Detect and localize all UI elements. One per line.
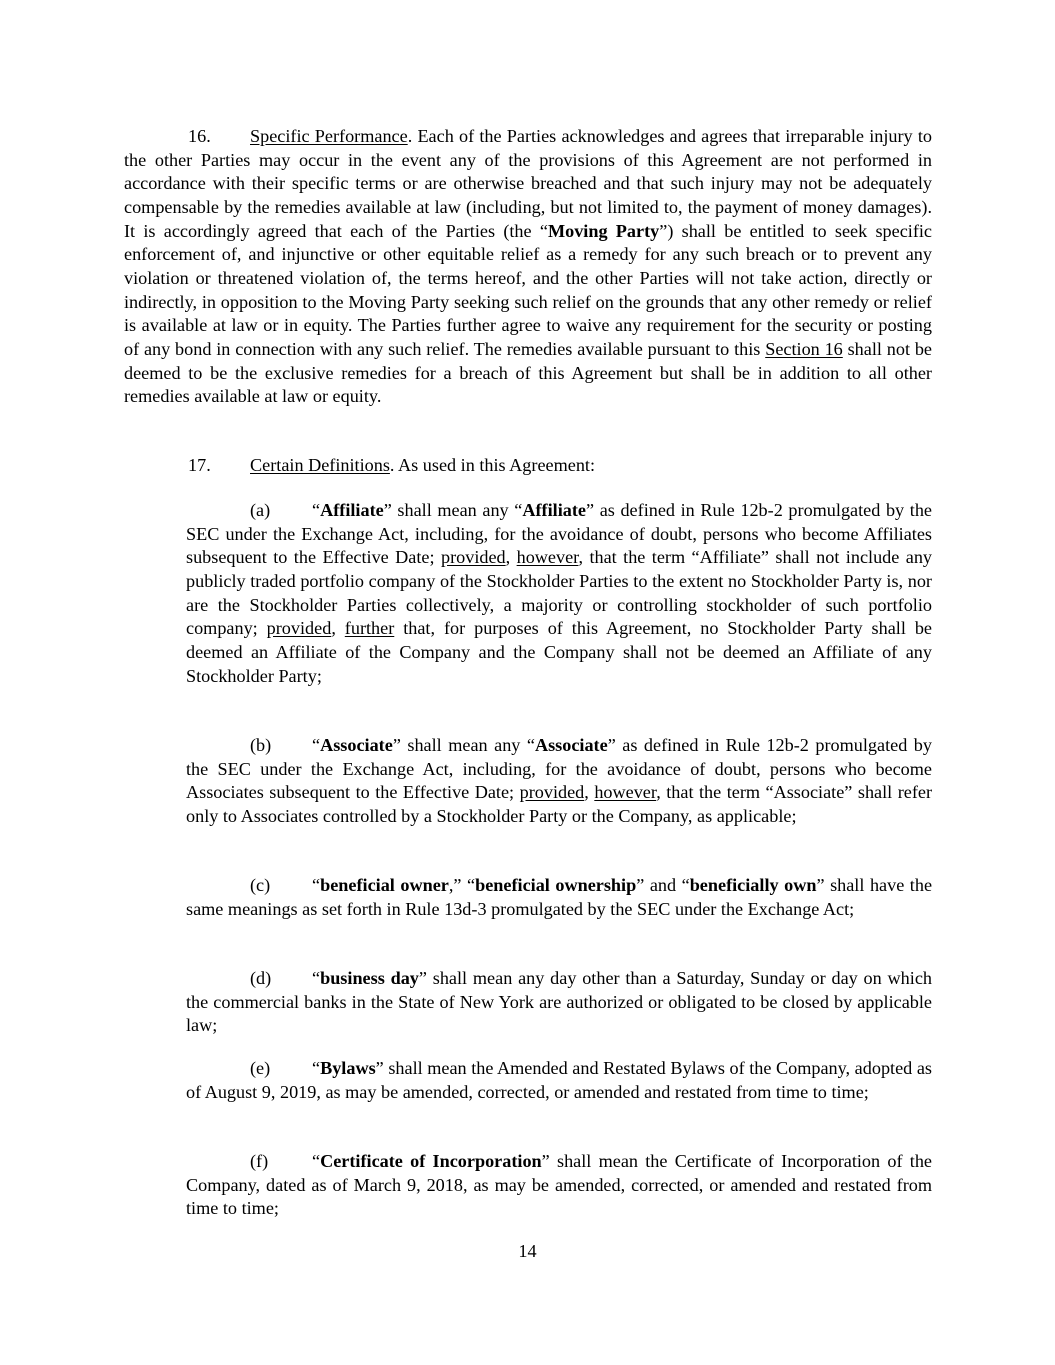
section-17-paragraph: 17. Certain Definitions. As used in this Agreement:: [124, 454, 932, 478]
page-number: 14: [518, 1241, 537, 1261]
definition-label-a: (a): [250, 500, 271, 520]
defined-term-business-day: business day: [320, 968, 419, 988]
definition-label-b: (b): [250, 735, 272, 755]
defined-term-beneficial-ownership: beneficial ownership: [475, 875, 637, 895]
section-17-number: 17.: [188, 455, 211, 475]
section-16-number: 16.: [188, 126, 211, 146]
definition-affiliate: (a) “Affiliate” shall mean any “Affiliate” as defined in Rule 12b-2 promulgated by the SEC under the Exchange Act, including, for the avoidance of doubt, persons who become Affiliates subsequent to the Effective Date; provided, however, that the term “Affiliate” shall not include any publicly traded portfolio company of the Stockholder Parties to the extent no Stockholder Party is, nor are the Stockholder Parties collectively, a majority or controlling stockholder of such portfolio company; provided, further that, for purposes of this Agreement, no Stockholder Party shall be deemed an Affiliate of the Company and the Company shall not be deemed an Affiliate of any Stockholder Party;: [186, 500, 933, 686]
section-16-heading: Specific Performance: [250, 126, 408, 146]
definition-label-d: (d): [250, 968, 272, 988]
definition-certificate-of-incorporation: (f) “Certificate of Incorporation” shall mean the Certificate of Incorporation of the Company, dated as of March 9, 2018, as may be amended, corrected, or amended and restated from time to time;: [186, 1151, 932, 1219]
definition-label-f: (f): [250, 1151, 269, 1171]
section-17-heading: Certain Definitions: [250, 455, 390, 475]
defined-term-beneficial-owner: beneficial owner: [320, 875, 449, 895]
defined-term-associate: Associate: [320, 735, 393, 755]
defined-term-moving-party: Moving Party: [547, 220, 660, 241]
defined-term-beneficially-own: beneficially own: [689, 875, 817, 895]
section-16-cross-reference: Section 16: [765, 338, 843, 359]
defined-term-certificate-of-incorporation: Certificate of Incorporation: [320, 1151, 542, 1171]
definition-label-e: (e): [250, 1058, 271, 1078]
definition-associate: (b) “Associate” shall mean any “Associate” as defined in Rule 12b-2 promulgated by the SEC under the Exchange Act, including, for the avoidance of doubt, persons who become Associates subsequent to the Effective Date; provided, however, that the term “Associate” shall refer only to Associates controlled by a Stockholder Party or the Company, as applicable;: [186, 735, 933, 826]
definition-bylaws: (e) “Bylaws” shall mean the Amended and Restated Bylaws of the Company, adopted as of August 9, 2019, as may be amended, corrected, or amended and restated from time to time;: [186, 1058, 932, 1102]
definition-label-c: (c): [250, 875, 271, 895]
section-16-paragraph: 16. Specific Performance. Each of the Parties acknowledges and agrees that irreparable injury to the other Parties may occur in the event any of the provisions of this Agreement are not performed in accordance with their specific terms or are otherwise breached and that such injury may not be adequately compensable by the remedies available at law (including, but not limited to, the payment of money damages). It is accordingly agreed that each of the Parties (the “Moving Party”) shall be entitled to seek specific enforcement of, and injunctive or other equitable relief as a remedy for any such breach or to prevent any violation or threatened violation of, the terms hereof, and the other Parties will not take action, directly or indirectly, in opposition to the Moving Party seeking such relief on the grounds that any other remedy or relief is available at law or in equity. The Parties further agree to waive any requirement for the security or posting of any bond in connection with any such relief. The remedies available pursuant to this Section 16 shall not be deemed to be the exclusive remedies for a breach of this Agreement but shall be in addition to all other remedies available at law or equity.: [124, 126, 933, 407]
defined-term-affiliate: Affiliate: [320, 500, 384, 520]
defined-term-bylaws: Bylaws: [320, 1058, 376, 1078]
definition-beneficial-owner: (c) “beneficial owner,” “beneficial ownership” and “beneficially own” shall have the same meanings as set forth in Rule 13d-3 promulgated by the SEC under the Exchange Act;: [186, 875, 933, 919]
definition-business-day: (d) “business day” shall mean any day other than a Saturday, Sunday or day on which the commercial banks in the State of New York are authorized or obligated to be closed by applicable law;: [186, 968, 932, 1036]
